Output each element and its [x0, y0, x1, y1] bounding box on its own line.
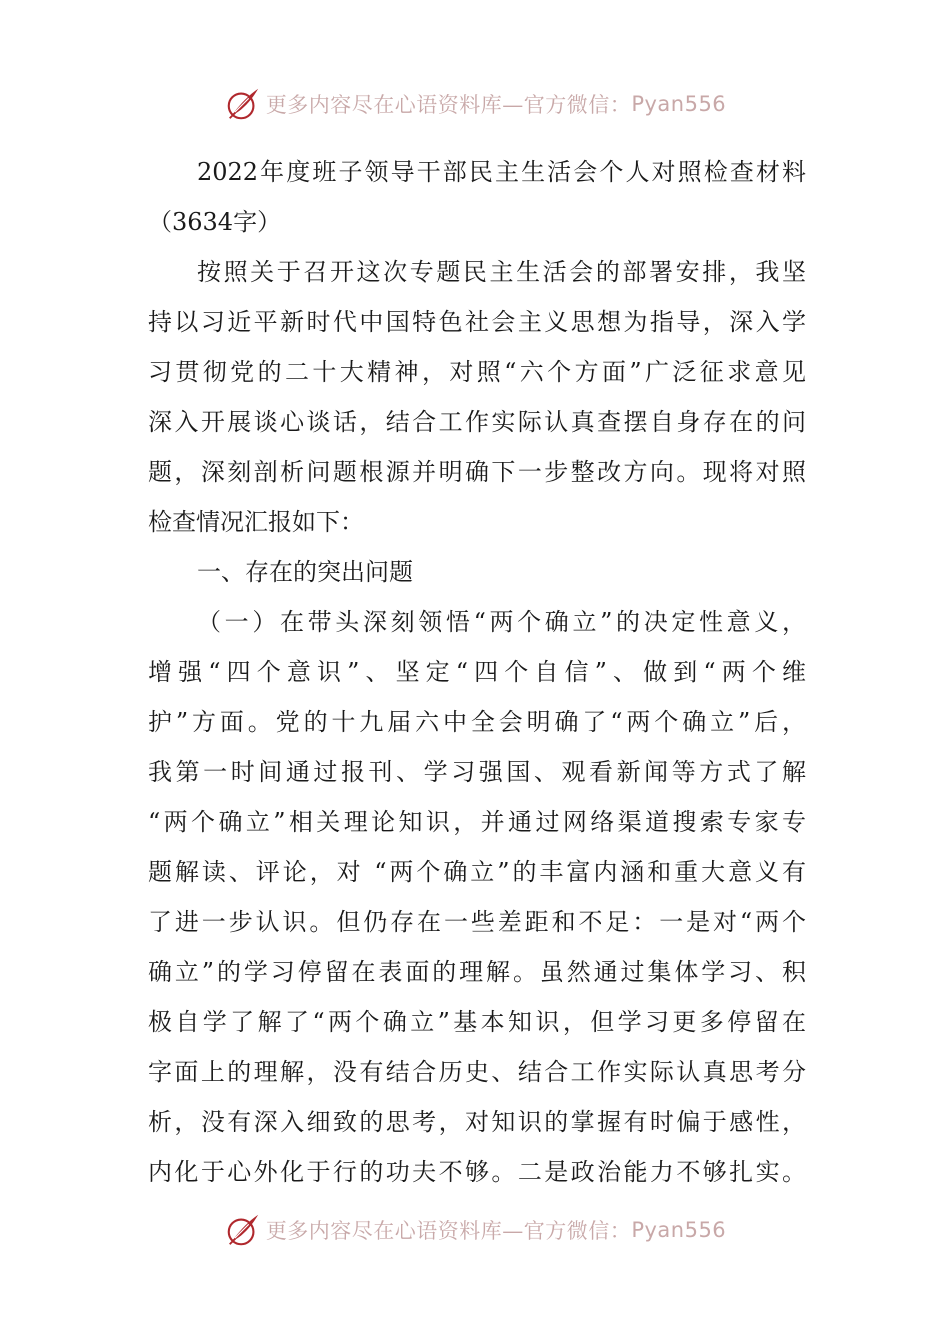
section-heading: 一、存在的突出问题: [197, 558, 413, 586]
subsection-line: 极自学了解了“两个确立”基本知识，但学习更多停留在: [148, 1008, 806, 1036]
subsection-line: 题解读、评论，对 “两个确立”的丰富内涵和重大意义有: [148, 858, 806, 886]
feather-pen-icon: [224, 85, 262, 123]
watermark-text: 更多内容尽在心语资料库—官方微信：: [265, 93, 632, 117]
document-word-count: （3634字）: [148, 208, 282, 236]
subsection-line: 我第一时间通过报刊、学习强国、观看新闻等方式了解: [148, 758, 806, 786]
subsection-line: 确立”的学习停留在表面的理解。虽然通过集体学习、积: [148, 958, 806, 986]
watermark-banner-bottom: [0, 1210, 950, 1250]
feather-pen-icon: [224, 1211, 262, 1249]
watermark-text: 更多内容尽在心语资料库—官方微信：: [265, 1219, 632, 1243]
document-body: [148, 147, 806, 1197]
intro-line: 持以习近平新时代中国特色社会主义思想为指导，深入学: [148, 308, 806, 336]
subsection-line: 内化于心外化于行的功夫不够。二是政治能力不够扎实。: [148, 1158, 806, 1186]
subsection-line: 字面上的理解，没有结合历史、结合工作实际认真思考分: [148, 1058, 806, 1086]
watermark-banner-top: [0, 84, 950, 124]
watermark-wechat-id: Pyan556: [631, 1218, 727, 1242]
intro-line: 检查情况汇报如下：: [148, 508, 364, 536]
intro-line: 深入开展谈心谈话，结合工作实际认真查摆自身存在的问: [148, 408, 806, 436]
subsection-line: 了进一步认识。但仍存在一些差距和不足：一是对“两个: [148, 908, 806, 936]
intro-line: 习贯彻党的二十大精神，对照“六个方面”广泛征求意见: [148, 358, 806, 386]
document-title: 2022年度班子领导干部民主生活会个人对照检查材料: [197, 158, 806, 186]
subsection-line: “两个确立”相关理论知识，并通过网络渠道搜索专家专: [148, 808, 806, 836]
intro-line: 题，深刻剖析问题根源并明确下一步整改方向。现将对照: [148, 458, 806, 486]
subsection-line: 析，没有深入细致的思考，对知识的掌握有时偏于感性，: [148, 1108, 806, 1136]
watermark-wechat-id: Pyan556: [631, 92, 727, 116]
subsection-line: 护”方面。党的十九届六中全会明确了“两个确立”后，: [148, 708, 806, 736]
subsection-line: （一）在带头深刻领悟“两个确立”的决定性意义，: [197, 608, 806, 636]
intro-line: 按照关于召开这次专题民主生活会的部署安排，我坚: [197, 258, 806, 286]
subsection-line: 增强“四个意识”、坚定“四个自信”、做到“两个维: [148, 658, 806, 686]
